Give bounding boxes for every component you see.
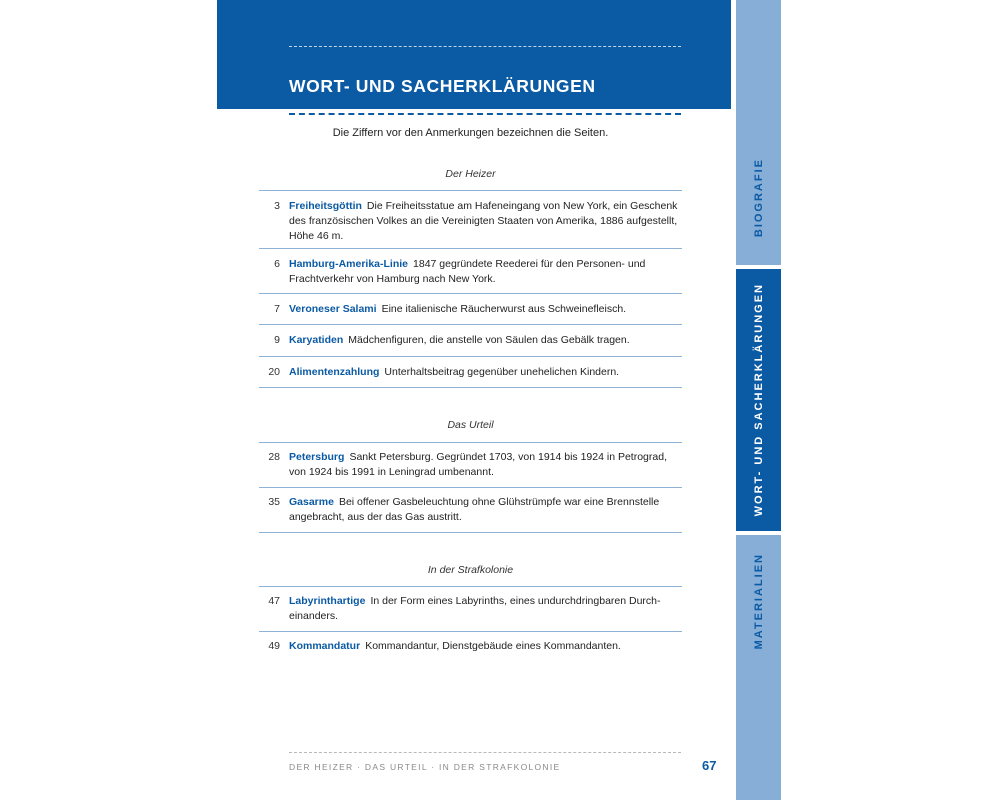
entry-page-number: 35	[268, 496, 280, 508]
glossary-entry	[259, 365, 682, 380]
section-heading-der-heizer: Der Heizer	[445, 168, 496, 180]
glossary-entry	[259, 594, 682, 624]
tab-wort-und-sacherklaerungen-label: WORT- UND SACHERKLÄRUNGEN	[752, 283, 765, 517]
entry-definition: Die Freiheitsstatue am Hafeneingang von New York, ein Geschenk des französischen Volkes an die Vereinigten Staaten von Amerika, 1886 aufgestellt, Höhe 46 m.	[289, 200, 678, 242]
page-number: 67	[702, 758, 717, 773]
running-title: DER HEIZER · DAS URTEIL · IN DER STRAFKOLONIE	[289, 762, 561, 772]
section-heading-das-urteil: Das Urteil	[447, 419, 494, 431]
divider	[259, 293, 682, 294]
entry-page-number: 49	[268, 640, 280, 652]
divider	[259, 248, 682, 249]
entry-term: Karyatiden	[289, 334, 344, 346]
entry-term: Petersburg	[289, 451, 345, 463]
chapter-title: WORT- UND SACHERKLÄRUNGEN	[289, 76, 596, 96]
section-heading-in-der-strafkolonie: In der Strafkolonie	[427, 564, 514, 576]
entry-term: Veroneser Salami	[289, 303, 377, 315]
divider	[259, 387, 682, 388]
glossary-entry	[259, 495, 682, 525]
entry-definition: Bei offener Gasbeleuchtung ohne Glühstrümpfe war eine Brennstelle angebracht, aus der das Gas austritt.	[289, 496, 660, 523]
glossary-entry	[259, 257, 682, 287]
intro-note: Die Ziffern vor den Anmerkungen bezeichnen die Seiten.	[332, 127, 609, 139]
entry-definition: Eine italienische Räucherwurst aus Schweinefleisch.	[381, 303, 627, 315]
divider	[259, 586, 682, 587]
entry-term: Kommandatur	[289, 640, 361, 652]
glossary-entry	[259, 639, 682, 654]
entry-definition: Unterhaltsbeitrag gegenüber unehelichen Kindern.	[384, 366, 620, 378]
entry-page-number: 6	[274, 258, 280, 270]
entry-definition: 1847 gegründete Reederei für den Personen- und Frachtverkehr von Hamburg nach New York.	[289, 258, 646, 285]
entry-term: Alimentenzahlung	[289, 366, 380, 378]
entry-page-number: 47	[268, 595, 280, 607]
entry-page-number: 20	[268, 366, 280, 378]
divider	[259, 487, 682, 488]
chapter-header	[217, 0, 731, 109]
tab-materialien[interactable]	[736, 535, 781, 800]
footer-dashed-line	[289, 752, 681, 753]
entry-definition: In der Form eines Labyrinths, eines undurchdringbaren Durcheinanders.	[289, 595, 661, 622]
tab-materialien-label: MATERIALIEN	[752, 553, 765, 650]
glossary-entry	[259, 199, 682, 244]
divider	[259, 631, 682, 632]
header-dashed-line-top	[289, 46, 681, 47]
glossary-entry	[259, 450, 682, 480]
entry-definition: Kommandantur, Dienstgebäude eines Kommandanten.	[365, 640, 621, 652]
divider	[259, 324, 682, 325]
entry-page-number: 28	[268, 451, 280, 463]
entry-term: Freiheitsgöttin	[289, 200, 362, 212]
header-dashed-line-bottom	[289, 113, 681, 115]
entry-page-number: 9	[274, 334, 280, 346]
divider	[259, 532, 682, 533]
glossary-entry	[259, 302, 682, 317]
divider	[259, 442, 682, 443]
entry-page-number: 3	[274, 200, 280, 212]
entry-page-number: 7	[274, 303, 280, 315]
entry-term: Labyrinthartige	[289, 595, 366, 607]
entry-definition: Mädchenfiguren, die anstelle von Säulen das Gebälk tragen.	[348, 334, 630, 346]
entry-term: Hamburg-Amerika-Linie	[289, 258, 409, 270]
tab-biografie[interactable]	[736, 0, 781, 265]
divider	[259, 356, 682, 357]
entry-term: Gasarme	[289, 496, 334, 508]
tab-wort-und-sacherklaerungen[interactable]	[736, 269, 781, 531]
entry-definition: Sankt Petersburg. Gegründet 1703, von 1914 bis 1924 in Petrograd, von 1924 bis 1991 in Leningrad umbenannt.	[289, 451, 667, 478]
glossary-entry	[259, 333, 682, 348]
tab-biografie-label: BIOGRAFIE	[752, 157, 765, 238]
divider	[259, 190, 682, 191]
